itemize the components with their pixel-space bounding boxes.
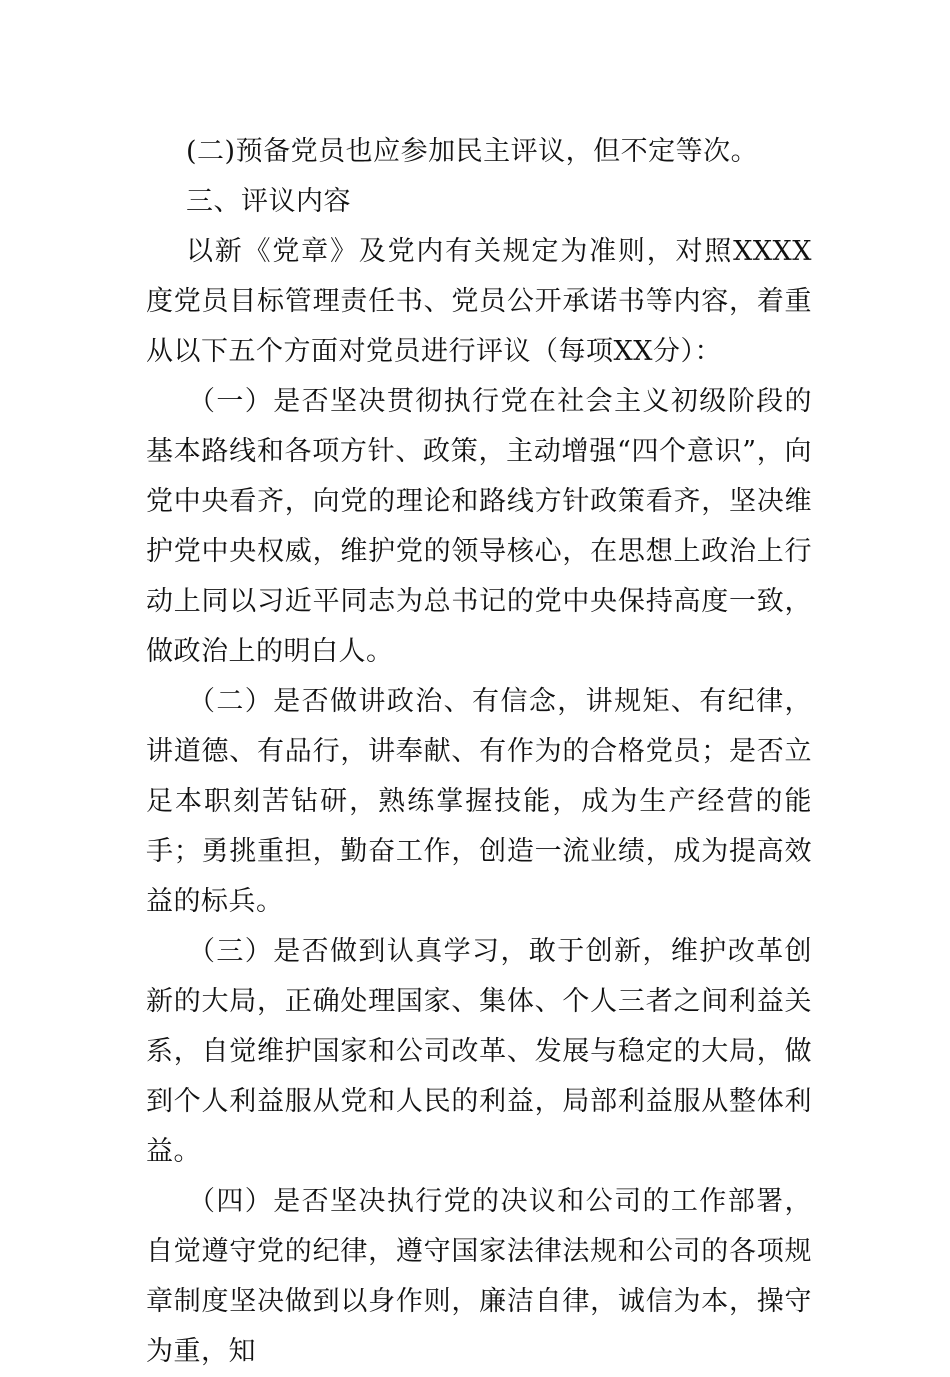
section-heading-evaluation-content: 三、评议内容 [186, 186, 351, 217]
paragraph-evaluation-basis: 以新《党章》及党内有关规定为准则，对照XXXX度党员目标管理责任书、党员公开承诺书等内容，着重从以下五个方面对党员进行评议（每项XX分）： [146, 236, 812, 367]
paragraph-probationary-members: (二)预备党员也应参加民主评议，但不定等次。 [186, 136, 759, 167]
paragraph-item-2: （二）是否做讲政治、有信念，讲规矩、有纪律，讲道德、有品行，讲奉献、有作为的合格党员；是否立足本职刻苦钻研，熟练掌握技能，成为生产经营的能手；勇挑重担，勤奋工作，创造一流业绩，成为提高效益的标兵。 [146, 686, 812, 917]
paragraph-item-3: （三）是否做到认真学习，敢于创新，维护改革创新的大局，正确处理国家、集体、个人三者之间利益关系，自觉维护国家和公司改革、发展与稳定的大局，做到个人利益服从党和人民的利益，局部利益服从整体利益。 [146, 936, 812, 1167]
paragraph-item-1: （一）是否坚决贯彻执行党在社会主义初级阶段的基本路线和各项方针、政策，主动增强“四个意识”，向党中央看齐，向党的理论和路线方针政策看齐，坚决维护党中央权威，维护党的领导核心，在思想上政治上行动上同以习近平同志为总书记的党中央保持高度一致，做政治上的明白人。 [146, 386, 812, 667]
paragraph-item-4: （四）是否坚决执行党的决议和公司的工作部署，自觉遵守党的纪律，遵守国家法律法规和公司的各项规章制度坚决做到以身作则，廉洁自律，诚信为本，操守为重，知 [146, 1186, 812, 1367]
document-body [146, 127, 812, 1377]
